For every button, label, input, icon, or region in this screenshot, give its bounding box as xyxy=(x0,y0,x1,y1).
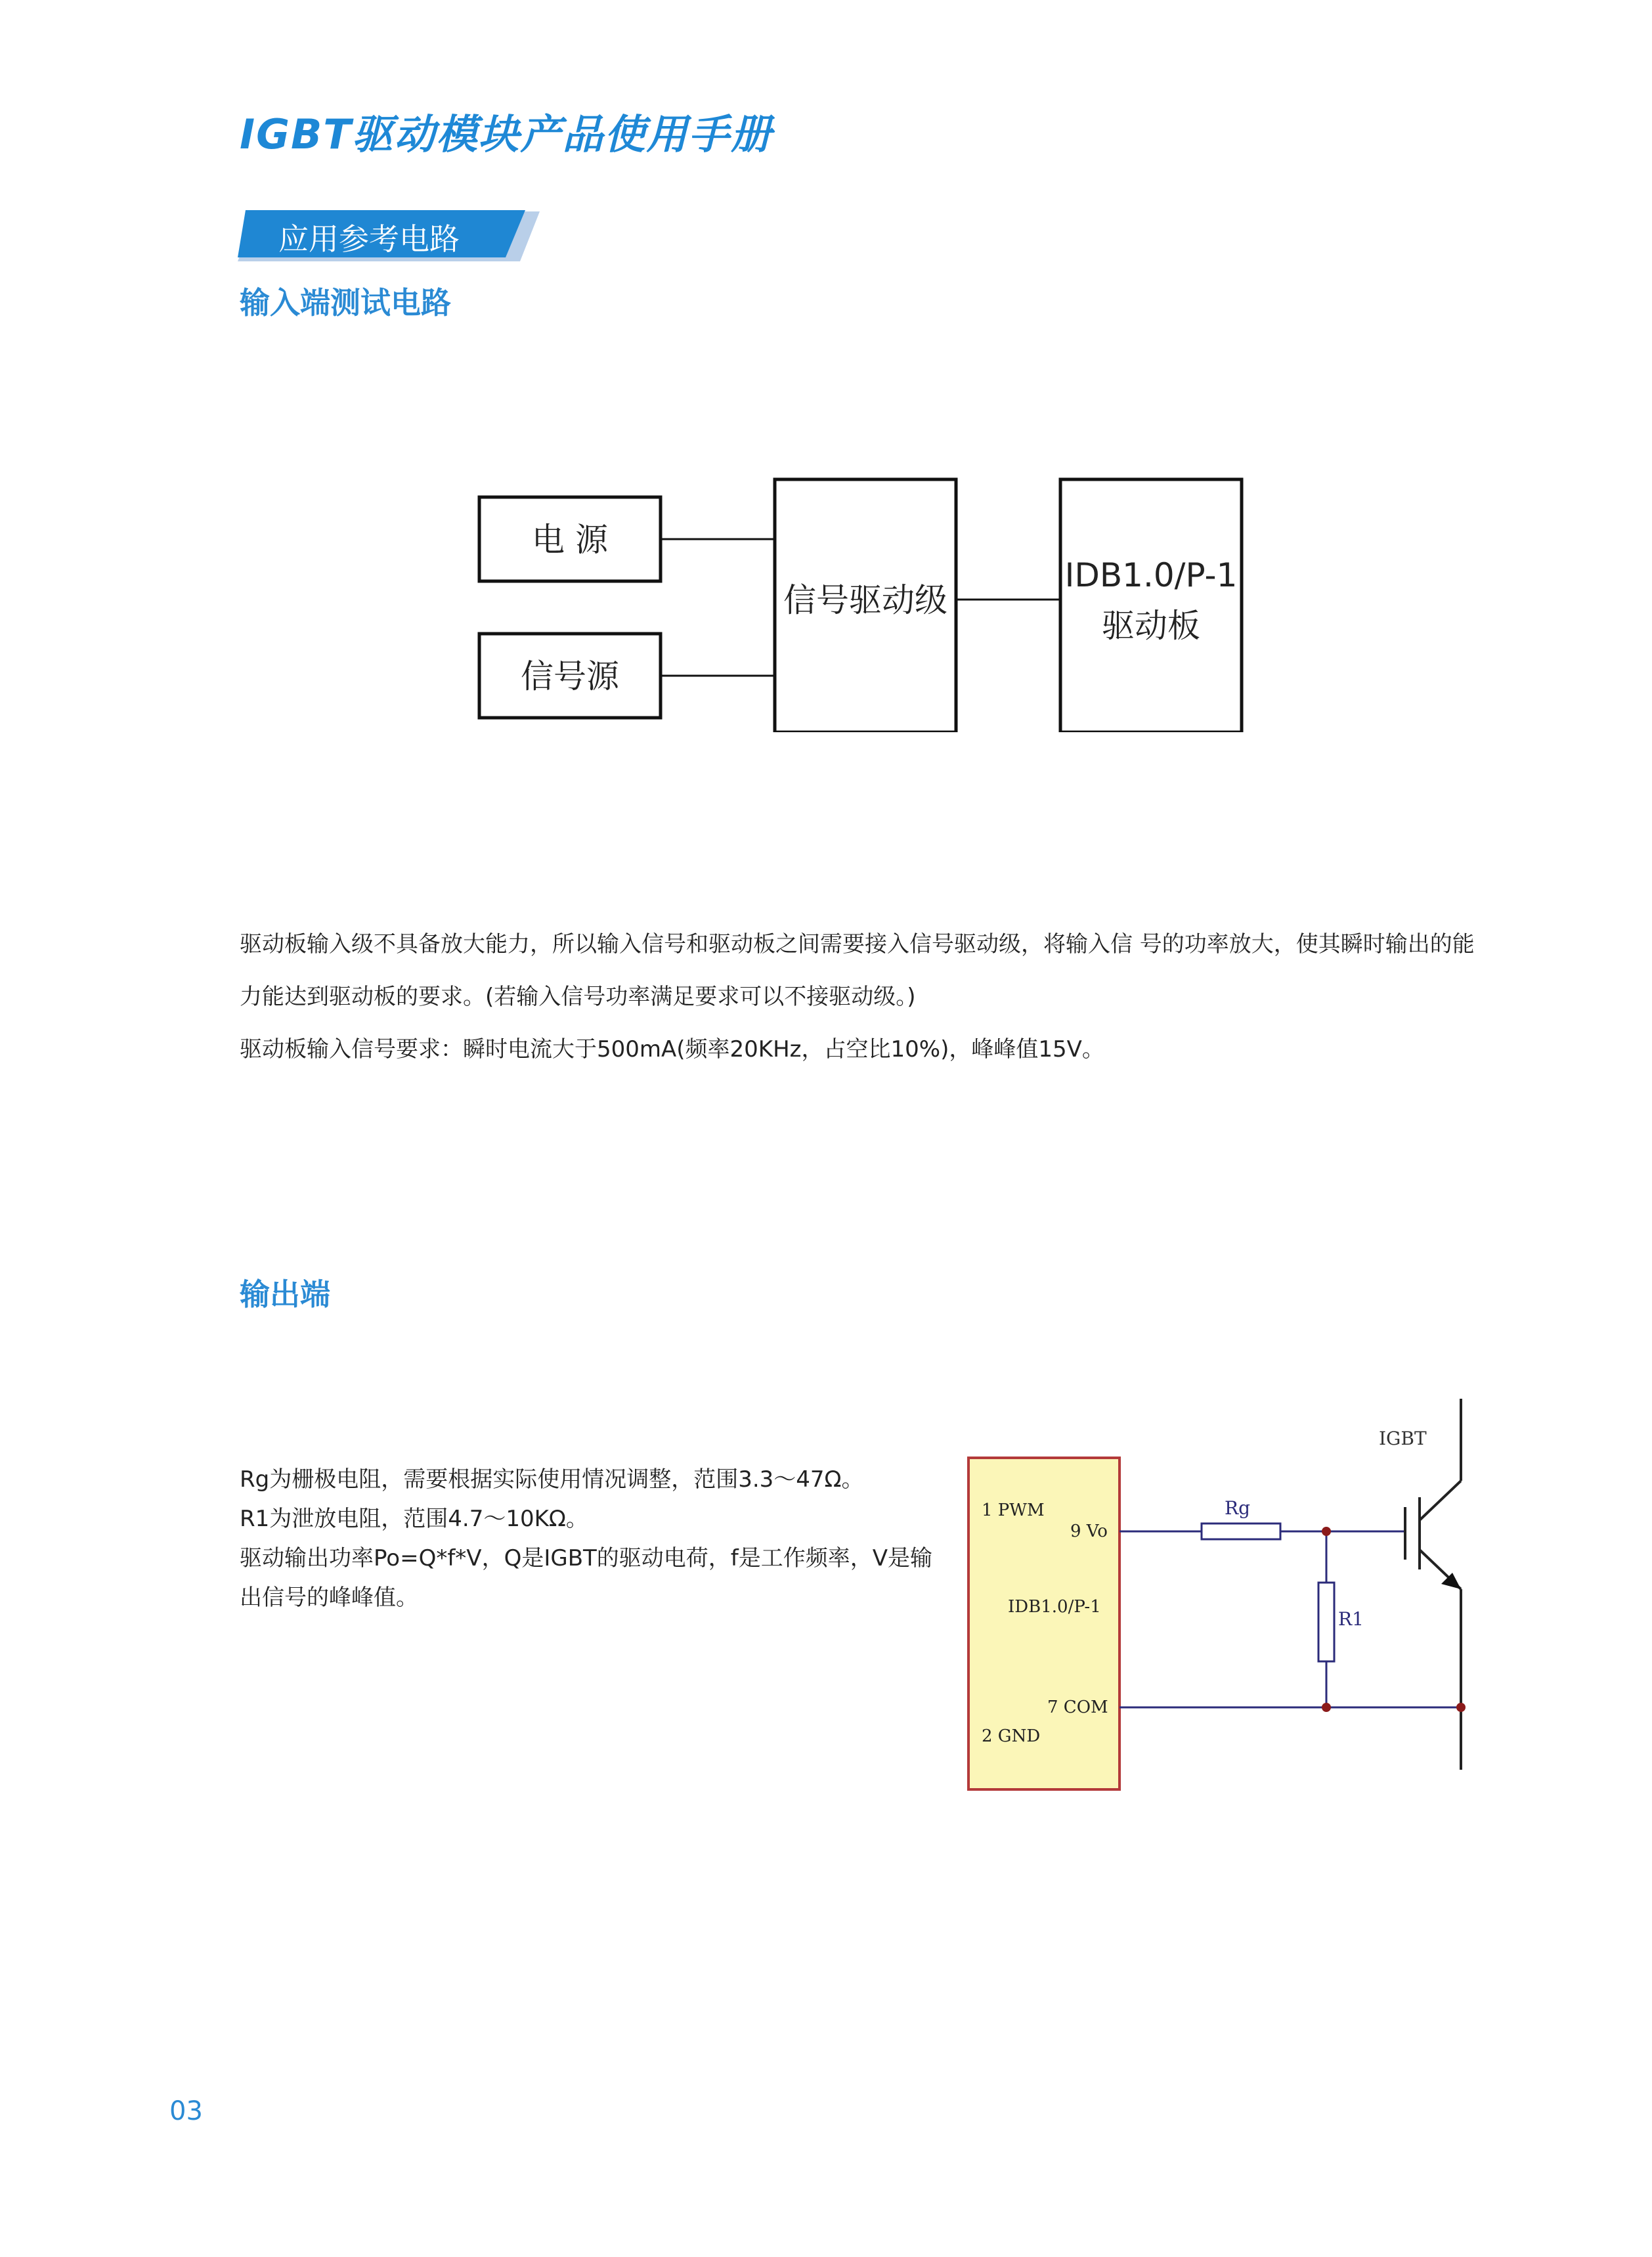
output-paragraph-3: 驱动输出功率Po=Q*f*V，Q是IGBT的驱动电荷，f是工作频率，V是输 xyxy=(240,1545,933,1571)
rg-resistor xyxy=(1202,1523,1280,1539)
signal-source-label: 信号源 xyxy=(521,657,619,695)
power-label: 电 源 xyxy=(532,521,608,559)
board-box xyxy=(1060,479,1242,732)
input-section-heading: 输入端测试电路 xyxy=(240,285,451,320)
output-paragraph-4: 出信号的峰峰值。 xyxy=(240,1585,418,1611)
pin1-label: 1 PWM xyxy=(982,1501,1045,1520)
output-circuit-schematic xyxy=(959,1399,1484,1793)
board-label-line2: 驱动板 xyxy=(1102,607,1200,645)
input-paragraph-1: 驱动板输入级不具备放大能力，所以输入信号和驱动板之间需要接入信号驱动级，将输入信 号的功率放大，使其瞬时输出的能 xyxy=(240,931,1475,957)
node-emitter xyxy=(1456,1703,1466,1712)
input-paragraph-3: 驱动板输入信号要求：瞬时电流大于500mA(频率20KHz，占空比10%)，峰峰值15V。 xyxy=(240,1036,1104,1063)
node-gate xyxy=(1322,1527,1331,1536)
output-section-heading: 输出端 xyxy=(240,1277,330,1312)
output-paragraph-2: R1为泄放电阻，范围4.7～10KΩ。 xyxy=(240,1506,588,1532)
r1-label: R1 xyxy=(1338,1608,1364,1630)
pin9-label: 9 Vo xyxy=(1070,1522,1108,1541)
igbt-emitter-arrow xyxy=(1441,1573,1461,1589)
section-tab-label: 应用参考电路 xyxy=(278,221,460,257)
document-title: IGBT驱动模块产品使用手册 xyxy=(240,110,773,158)
input-block-diagram xyxy=(473,470,1248,732)
pin7-label: 7 COM xyxy=(1047,1698,1108,1717)
module-name-label: IDB1.0/P-1 xyxy=(1008,1597,1101,1617)
r1-resistor xyxy=(1318,1583,1334,1661)
board-label-line1: IDB1.0/P-1 xyxy=(1064,556,1238,594)
input-paragraph-2: 力能达到驱动板的要求。(若输入信号功率满足要求可以不接驱动级。) xyxy=(240,984,916,1010)
driver-stage-label: 信号驱动级 xyxy=(783,581,947,619)
rg-label: Rg xyxy=(1225,1497,1251,1519)
igbt-label: IGBT xyxy=(1379,1428,1427,1449)
pin2-label: 2 GND xyxy=(982,1726,1041,1746)
section-tab xyxy=(238,210,540,263)
page-number: 03 xyxy=(169,2096,203,2126)
output-paragraph-1: Rg为栅极电阻，需要根据实际使用情况调整，范围3.3～47Ω。 xyxy=(240,1466,864,1493)
node-com xyxy=(1322,1703,1331,1712)
